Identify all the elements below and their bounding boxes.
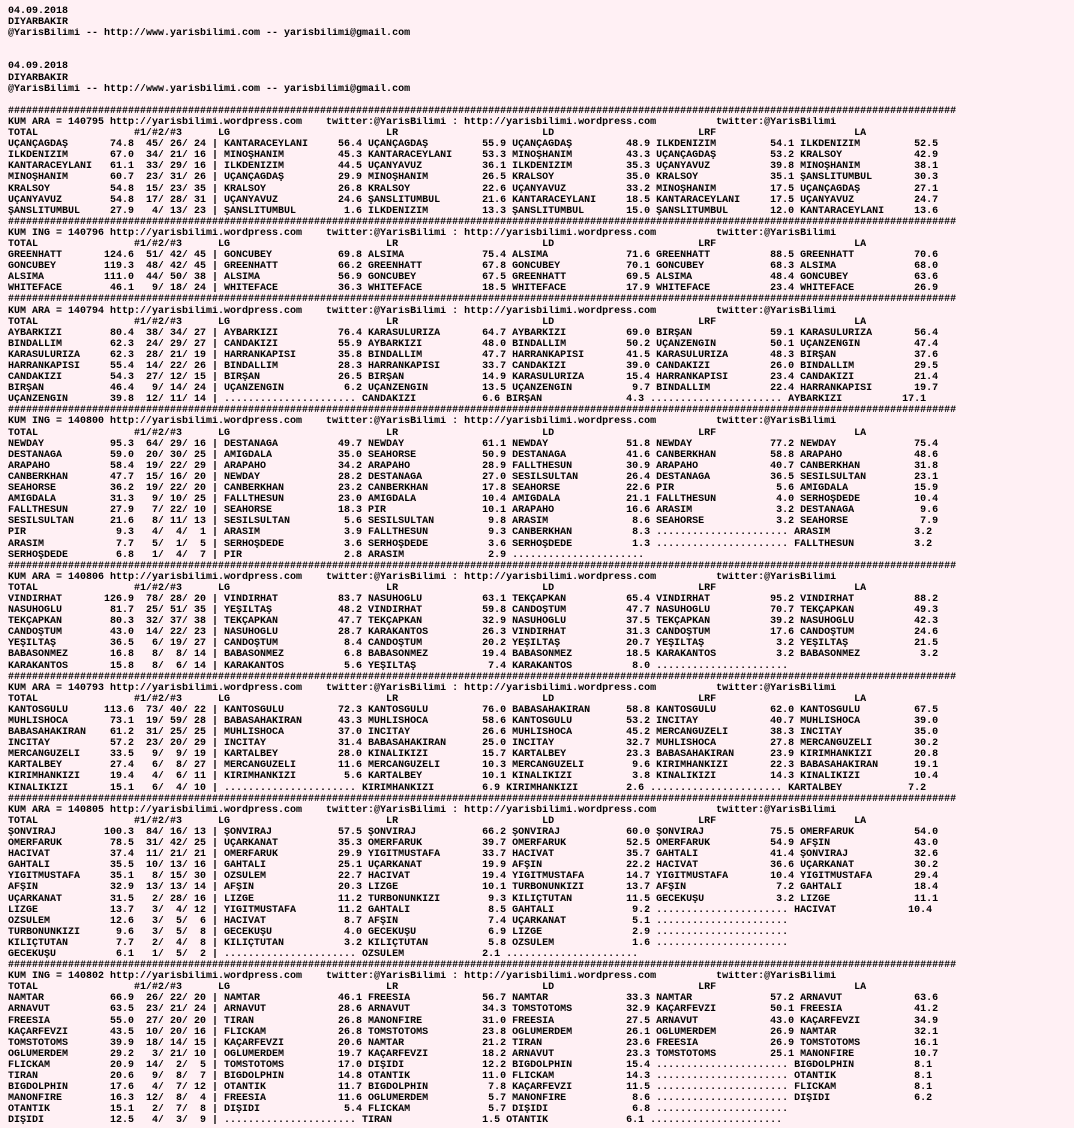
report-line: FREESIA 55.0 27/ 20/ 20 | TİRAN 26.8 MANONFIRE 31.0 FREESIA 27.5 ARNAVUT 43.0 KAÇARFEVZİ 34.9 <box>8 1015 939 1027</box>
report-line: TOTAL #1/#2/#3 LG LR LD LRF LA <box>8 815 867 827</box>
separator-line: ############################################################################################################################################################## <box>8 960 957 972</box>
separator-line: ############################################################################################################################################################## <box>8 560 957 572</box>
report-line: @YarisBilimi -- http://www.yarisbilimi.com -- yarisbilimi@gmail.com <box>8 83 411 95</box>
separator-line: ############################################################################################################################################################## <box>8 671 957 683</box>
report-line: SERHOŞDEDE 6.8 1/ 4/ 7 | PİR 2.8 ARASIM 2.9 ...................... <box>8 549 645 561</box>
report-line: ŞANSLITUMBUL 27.9 4/ 13/ 23 | ŞANSLITUMBUL 1.6 İLKDENİZİM 13.3 ŞANSLITUMBUL 15.0 ŞANSLITUMBUL 12.0 KANTARACEYLANI 13.6 <box>8 205 939 217</box>
report-line: UÇANYAVUZ 54.8 17/ 28/ 31 | UÇANYAVUZ 24.6 ŞANSLITUMBUL 21.6 KANTARACEYLANI 18.5 KANTARACEYLANI 17.5 UÇANYAVUZ 24.7 <box>8 194 939 206</box>
report-line: BABASONMEZ 16.8 8/ 8/ 14 | BABASONMEZ 6.8 BABASONMEZ 19.4 BABASONMEZ 18.5 KARAKANTOS 3.2 BABASONMEZ 3.2 <box>8 649 939 661</box>
report-line: AFŞİN 32.9 13/ 13/ 14 | AFŞİN 20.3 LİZGE 10.1 TURBONUNKIZI 13.7 AFŞİN 7.2 GAHTALI 18.4 <box>8 882 939 894</box>
race-header-line: KUM ING = 140796 http://yarisbilimi.wordpress.com twitter:@YarisBilimi : http://yarisbilimi.wordpress.com twitter:@YarisBilimi <box>8 227 837 239</box>
report-line: BİNDALLIM 62.3 24/ 29/ 27 | CANDAKIZI 55.9 AYBARKIZI 48.0 BİNDALLIM 50.2 UÇANZENGİN 50.1 UÇANZENGİN 47.4 <box>8 338 939 350</box>
report-line: KINALIKIZI 15.1 6/ 4/ 10 | ...................... KIRIMHANKIZI 6.9 KIRIMHANKIZI 2.6 ...................... KARTALBEY 7.2 <box>8 782 927 794</box>
report-line: FALLTHESUN 27.9 7/ 22/ 10 | SEAHORSE 18.3 PİR 10.1 ARAPAHO 16.6 ARASIM 3.2 DESTANAGA 9.6 <box>8 505 939 517</box>
report-line: 04.09.2018 <box>8 61 69 73</box>
report-line: KRALSOY 54.8 15/ 23/ 35 | KRALSOY 26.8 KRALSOY 22.6 UÇANYAVUZ 33.2 MİNOŞHANIM 17.5 UÇANÇAĞDAŞ 27.1 <box>8 183 939 195</box>
report-line: VİNDİRHAT 126.9 78/ 28/ 20 | VİNDİRHAT 83.7 NASUHOĞLU 63.1 TEKÇAPKAN 65.4 VİNDİRHAT 95.2 VİNDİRHAT 88.2 <box>8 593 939 605</box>
report-line: TURBONUNKIZI 9.6 3/ 5/ 8 | GECEKUŞU 4.0 GECEKUŞU 6.9 LİZGE 2.9 ...................... <box>8 926 789 938</box>
race-header-line: KUM ING = 140802 http://yarisbilimi.wordpress.com twitter:@YarisBilimi : http://yarisbilimi.wordpress.com twitter:@YarisBilimi <box>8 971 837 983</box>
report-line: NEWDAY 95.3 64/ 29/ 16 | DESTANAGA 49.7 NEWDAY 61.1 NEWDAY 51.8 NEWDAY 77.2 NEWDAY 75.4 <box>8 438 939 450</box>
report-line: SESILSULTAN 21.6 8/ 11/ 13 | SESILSULTAN 5.6 SESILSULTAN 9.8 ARASIM 8.6 SEAHORSE 3.2 SEAHORSE 7.9 <box>8 516 939 528</box>
report-line: GONCÜBEY 119.3 48/ 42/ 45 | GREENHATT 66.2 GREENHATT 67.8 GONCÜBEY 70.1 GONCÜBEY 68.3 ALSIMA 68.0 <box>8 261 939 273</box>
report-line: TOTAL #1/#2/#3 LG LR LD LRF LA <box>8 427 867 439</box>
report-line: UÇARKANAT 31.5 2/ 28/ 16 | LİZGE 11.2 TURBONUNKIZI 9.3 KILIÇTUTAN 11.5 GECEKUŞU 3.2 LİZGE 11.1 <box>8 893 939 905</box>
report-line: GAHTALI 35.5 10/ 13/ 16 | GAHTALI 25.1 UÇARKANAT 19.9 AFŞİN 22.2 HACİVAT 36.6 UÇARKANAT 30.2 <box>8 860 939 872</box>
report-line: KILIÇTUTAN 7.7 2/ 4/ 8 | KILIÇTUTAN 3.2 KILIÇTUTAN 5.8 ÖZSULEM 1.6 ...................... <box>8 937 789 949</box>
report-text <box>8 6 1070 1126</box>
report-line: HARRANKAPISI 55.4 14/ 22/ 26 | BİNDALLIM 28.3 HARRANKAPISI 33.7 CANDAKIZI 39.0 CANDAKIZI 26.0 BİNDALLIM 29.5 <box>8 361 939 372</box>
report-line: FLICKAM 20.9 14/ 2/ 5 | TOMSTOTOMS 17.0 DİŞİDİ 12.2 BIGDOLPHIN 15.4 ...................... BIGDOLPHIN 8.1 <box>8 1059 933 1071</box>
report-line: HACİVAT 37.4 11/ 21/ 21 | ÖMERFARUK 29.9 YİĞİTMUSTAFA 33.7 HACİVAT 35.7 GAHTALI 41.4 ŞONVİRAJ 32.6 <box>8 849 939 861</box>
report-line: BIGDOLPHIN 17.6 4/ 7/ 12 | OTANTİK 11.7 BIGDOLPHIN 7.8 KAÇARFEVZİ 11.5 ...................... FLICKAM 8.1 <box>8 1082 933 1094</box>
report-line: İLKDENİZİM 67.0 34/ 21/ 16 | MİNOŞHANIM 45.3 KANTARACEYLANI 53.3 MİNOŞHANIM 43.3 UÇANÇAĞDAŞ 53.2 KRALSOY 42.9 <box>8 150 939 162</box>
report-line: SEAHORSE 36.2 19/ 22/ 20 | CANBERKHAN 23.2 CANBERKHAN 17.8 SEAHORSE 22.6 PİR 5.6 AMIGDALA 15.9 <box>8 483 939 495</box>
report-line: CANDOŞTUM 43.0 14/ 22/ 23 | NASUHOĞLU 28.7 KARAKANTOS 26.3 VİNDİRHAT 31.3 CANDOŞTUM 17.6 CANDOŞTUM 24.6 <box>8 627 939 639</box>
report-line: ARAPAHO 58.4 19/ 22/ 29 | ARAPAHO 34.2 ARAPAHO 28.9 FALLTHESUN 30.9 ARAPAHO 40.7 CANBERKHAN 31.8 <box>8 460 939 472</box>
report-line: KANTARACEYLANI 61.1 33/ 29/ 16 | İLKDENİZİM 44.5 UÇANYAVUZ 36.1 İLKDENİZİM 35.3 UÇANYAVUZ 39.8 MİNOŞHANIM 38.1 <box>8 161 939 173</box>
report-line: YEŞİLTAŞ 36.5 6/ 19/ 27 | CANDOŞTUM 8.4 CANDOŞTUM 20.2 YEŞİLTAŞ 20.7 YEŞİLTAŞ 3.2 YEŞİLTAŞ 21.5 <box>8 638 939 650</box>
report-line: KARASULURIZA 62.3 28/ 21/ 19 | HARRANKAPISI 35.8 BİNDALLIM 47.7 HARRANKAPISI 41.5 KARASULURIZA 48.3 BİRŞAN 37.6 <box>8 349 939 361</box>
report-line: KIRIMHANKIZI 19.4 4/ 6/ 11 | KIRIMHANKIZI 5.6 KARTALBEY 10.1 KINALIKIZI 3.8 KINALIKIZI 14.3 KINALIKIZI 10.4 <box>8 771 939 783</box>
report-line: PİR 9.3 4/ 4/ 1 | ARASIM 3.9 FALLTHESUN 9.3 CANBERKHAN 8.3 ...................... ARASIM 3.2 <box>8 527 933 539</box>
report-line <box>8 50 1070 61</box>
report-line: WHITEFACE 46.1 9/ 18/ 24 | WHITEFACE 36.3 WHITEFACE 18.5 WHITEFACE 17.9 WHITEFACE 23.4 WHITEFACE 26.9 <box>8 283 939 295</box>
report-line <box>8 39 1070 50</box>
report-line: MANONFIRE 16.3 12/ 8/ 4 | FREESIA 11.6 OĞLUMERDEM 5.7 MANONFIRE 8.6 ...................... DİŞİDİ 6.2 <box>8 1093 933 1105</box>
report-line: ÖMERFARUK 78.5 31/ 42/ 25 | UÇARKANAT 35.3 ÖMERFARUK 39.7 ÖMERFARUK 52.5 ÖMERFARUK 54.9 AFŞİN 43.0 <box>8 838 939 850</box>
report-line: BİRŞAN 46.4 9/ 14/ 24 | UÇANZENGİN 6.2 UÇANZENGİN 13.5 UÇANZENGİN 9.7 BİNDALLIM 22.4 HARRANKAPISI 19.7 <box>8 383 939 395</box>
report-line: TOTAL #1/#2/#3 LG LR LD LRF LA <box>8 316 867 328</box>
report-line: TOTAL #1/#2/#3 LG LR LD LRF LA <box>8 238 867 250</box>
race-header-line: KUM ING = 140800 http://yarisbilimi.wordpress.com twitter:@YarisBilimi : http://yarisbilimi.wordpress.com twitter:@YarisBilimi <box>8 416 837 428</box>
report-line: TOTAL #1/#2/#3 LG LR LD LRF LA <box>8 582 867 594</box>
report-line: UÇANZENGİN 39.8 12/ 11/ 14 | ...................... CANDAKIZI 6.6 BİRŞAN 4.3 ...................... AYBARKIZI 17.1 <box>8 394 927 406</box>
report-line: AYBARKIZI 80.4 38/ 34/ 27 | AYBARKIZI 76.4 KARASULURIZA 64.7 AYBARKIZI 69.0 BİRŞAN 59.1 KARASULURIZA 56.4 <box>8 327 939 339</box>
separator-line: ############################################################################################################################################################## <box>8 405 957 417</box>
report-line: TOTAL #1/#2/#3 LG LR LD LRF LA <box>8 693 867 705</box>
report-line: GECEKUŞU 6.1 1/ 5/ 2 | ...................... ÖZSULEM 2.1 ...................... <box>8 948 639 960</box>
report-line: ARASIM 7.7 5/ 1/ 5 | SERHOŞDEDE 3.6 SERHOŞDEDE 3.6 SERHOŞDEDE 1.3 ...................... FALLTHESUN 3.2 <box>8 538 933 550</box>
separator-line: ############################################################################################################################################################## <box>8 793 957 805</box>
separator-line: ############################################################################################################################################################## <box>8 216 957 228</box>
report-line: YİĞİTMUSTAFA 35.1 8/ 15/ 30 | ÖZSULEM 22.7 HACİVAT 19.4 YİĞİTMUSTAFA 14.7 YİĞİTMUSTAFA 10.4 YİĞİTMUSTAFA 29.4 <box>8 871 939 883</box>
race-header-line: KUM ARA = 140793 http://yarisbilimi.wordpress.com twitter:@YarisBilimi : http://yarisbilimi.wordpress.com twitter:@YarisBilimi <box>8 682 837 694</box>
report-line: KARTALBEY 27.4 6/ 8/ 27 | MERCANGÜZELİ 11.6 MERCANGÜZELİ 10.3 MERCANGÜZELİ 9.6 KIRIMHANKIZI 22.3 BABASAHAKIRAN 19.1 <box>8 760 939 772</box>
report-line: İNCİTAY 57.2 23/ 20/ 29 | İNCİTAY 31.4 BABASAHAKIRAN 25.0 İNCİTAY 32.7 MUHLİSHOCA 27.8 MERCANGÜZELİ 30.2 <box>8 738 939 750</box>
report-line: MİNOŞHANIM 60.7 23/ 31/ 26 | UÇANÇAĞDAŞ 29.9 MİNOŞHANIM 26.5 KRALSOY 35.0 KRALSOY 35.1 ŞANSLITUMBUL 30.3 <box>8 172 939 184</box>
report-line <box>8 95 1070 106</box>
race-header-line: KUM ARA = 140794 http://yarisbilimi.wordpress.com twitter:@YarisBilimi : http://yarisbilimi.wordpress.com twitter:@YarisBilimi <box>8 305 837 317</box>
report-line: NAMTAR 66.9 26/ 22/ 20 | NAMTAR 46.1 FREESIA 56.7 NAMTAR 33.3 NAMTAR 57.2 ARNAVUT 63.6 <box>8 993 939 1005</box>
separator-line: ############################################################################################################################################################## <box>8 294 957 306</box>
report-line: DIYARBAKIR <box>8 17 69 29</box>
report-line: OTANTİK 15.1 2/ 7/ 8 | DİŞİDİ 5.4 FLICKAM 5.7 DİŞİDİ 6.8 ...................... <box>8 1104 789 1116</box>
report-line: LİZGE 13.7 3/ 4/ 12 | YİĞİTMUSTAFA 11.2 GAHTALI 8.5 GAHTALI 9.2 ...................... HACİVAT 10.4 <box>8 904 933 916</box>
report-line: ÖZSULEM 12.6 3/ 5/ 6 | HACİVAT 8.7 AFŞİN 7.4 UÇARKANAT 5.1 ...................... <box>8 915 789 927</box>
report-line: KANTOSGÜLÜ 113.6 73/ 40/ 22 | KANTOSGÜLÜ 72.3 KANTOSGÜLÜ 76.0 BABASAHAKIRAN 58.8 KANTOSGÜLÜ 62.0 KANTOSGÜLÜ 67.5 <box>8 704 939 716</box>
report-line: KARAKANTOS 15.8 8/ 6/ 14 | KARAKANTOS 5.6 YEŞİLTAŞ 7.4 KARAKANTOS 8.0 ...................... <box>8 660 789 672</box>
report-line: MERCANGÜZELİ 33.5 9/ 9/ 19 | KARTALBEY 28.0 KINALIKIZI 15.7 KARTALBEY 23.3 BABASAHAKIRAN 23.9 KIRIMHANKIZI 20.8 <box>8 749 939 761</box>
report-line: @YarisBilimi -- http://www.yarisbilimi.com -- yarisbilimi@gmail.com <box>8 28 411 40</box>
report-line: OĞLUMERDEM 29.2 3/ 21/ 10 | OĞLUMERDEM 19.7 KAÇARFEVZİ 18.2 ARNAVUT 23.3 TOMSTOTOMS 25.1 MANONFIRE 10.7 <box>8 1048 939 1060</box>
report-line: MUHLİSHOCA 73.1 19/ 59/ 28 | BABASAHAKIRAN 43.3 MUHLİSHOCA 58.6 KANTOSGÜLÜ 53.2 İNCİTAY 40.7 MUHLİSHOCA 39.0 <box>8 716 939 727</box>
report-line: DİŞİDİ 12.5 4/ 3/ 9 | ...................... TİRAN 1.5 OTANTİK 6.1 ...................... <box>8 1115 783 1127</box>
report-line: TEKÇAPKAN 80.3 32/ 37/ 38 | TEKÇAPKAN 47.7 TEKÇAPKAN 32.9 NASUHOĞLU 37.5 TEKÇAPKAN 39.2 NASUHOĞLU 42.3 <box>8 616 939 628</box>
report-line: DESTANAGA 59.0 20/ 30/ 25 | AMIGDALA 35.0 SEAHORSE 50.9 DESTANAGA 41.6 CANBERKHAN 58.8 ARAPAHO 48.6 <box>8 449 939 461</box>
report-line: NASUHOĞLU 81.7 25/ 51/ 35 | YEŞİLTAŞ 48.2 VİNDİRHAT 59.8 CANDOŞTUM 47.7 NASUHOĞLU 70.7 TEKÇAPKAN 49.3 <box>8 605 939 617</box>
report-line: ALSIMA 111.0 44/ 50/ 38 | ALSIMA 56.9 GONCÜBEY 67.5 GREENHATT 69.5 ALSIMA 48.4 GONCÜBEY 63.6 <box>8 272 939 284</box>
report-line: TOTAL #1/#2/#3 LG LR LD LRF LA <box>8 128 867 140</box>
report-line: ŞONVİRAJ 100.3 84/ 16/ 13 | ŞONVİRAJ 57.5 ŞONVİRAJ 66.2 ŞONVİRAJ 60.0 ŞONVİRAJ 75.5 ÖMERFARUK 54.0 <box>8 826 939 838</box>
report-line: ARNAVUT 63.5 23/ 21/ 24 | ARNAVUT 28.6 ARNAVUT 34.3 TOMSTOTOMS 32.9 KAÇARFEVZİ 50.1 FREESIA 41.2 <box>8 1004 939 1016</box>
race-header-line: KUM ARA = 140806 http://yarisbilimi.wordpress.com twitter:@YarisBilimi : http://yarisbilimi.wordpress.com twitter:@YarisBilimi <box>8 571 837 583</box>
report-line: GREENHATT 124.6 51/ 42/ 45 | GONCÜBEY 69.8 ALSIMA 75.4 ALSIMA 71.6 GREENHATT 88.5 GREENHATT 70.6 <box>8 250 939 262</box>
report-line: UÇANÇAĞDAŞ 74.8 45/ 26/ 24 | KANTARACEYLANI 56.4 UÇANÇAĞDAŞ 55.9 UÇANÇAĞDAŞ 48.9 İLKDENİZİM 54.1 İLKDENİZİM 52.5 <box>8 139 939 151</box>
report-line: CANBERKHAN 47.7 15/ 16/ 20 | NEWDAY 28.2 DESTANAGA 27.0 SESILSULTAN 26.4 DESTANAGA 36.5 SESILSULTAN 23.1 <box>8 471 939 483</box>
race-header-line: KUM ARA = 140795 http://yarisbilimi.wordpress.com twitter:@YarisBilimi : http://yarisbilimi.wordpress.com twitter:@YarisBilimi <box>8 116 837 128</box>
separator-line: ############################################################################################################################################################## <box>8 105 957 117</box>
report-line: BABASAHAKIRAN 61.2 31/ 25/ 25 | MUHLİSHOCA 37.0 İNCİTAY 26.6 MUHLİSHOCA 45.2 MERCANGÜZELİ 38.3 İNCİTAY 35.0 <box>8 727 939 739</box>
report-line: 04.09.2018 <box>8 6 69 17</box>
report-line: TİRAN 20.6 9/ 8/ 7 | BIGDOLPHIN 14.8 OTANTİK 11.0 FLICKAM 14.3 ...................... OTANTİK 8.1 <box>8 1071 933 1082</box>
report-line: CANDAKIZI 54.3 27/ 12/ 15 | BİRŞAN 26.5 BİRŞAN 14.9 KARASULURIZA 15.4 HARRANKAPISI 23.4 CANDAKIZI 21.4 <box>8 372 939 384</box>
report-line: TOTAL #1/#2/#3 LG LR LD LRF LA <box>8 982 867 994</box>
report-line: KAÇARFEVZİ 43.5 10/ 20/ 16 | FLICKAM 26.8 TOMSTOTOMS 23.8 OĞLUMERDEM 26.1 OĞLUMERDEM 26.9 NAMTAR 32.1 <box>8 1026 939 1038</box>
report-line: AMIGDALA 31.3 9/ 10/ 25 | FALLTHESUN 23.0 AMIGDALA 10.4 AMIGDALA 21.1 FALLTHESUN 4.0 SERHOŞDEDE 10.4 <box>8 494 939 506</box>
race-header-line: KUM ARA = 140805 http://yarisbilimi.wordpress.com twitter:@YarisBilimi : http://yarisbilimi.wordpress.com twitter:@YarisBilimi <box>8 804 837 816</box>
report-line: TOMSTOTOMS 39.9 18/ 14/ 15 | KAÇARFEVZİ 20.6 NAMTAR 21.2 TİRAN 23.6 FREESIA 26.9 TOMSTOTOMS 16.1 <box>8 1037 939 1049</box>
report-line: DIYARBAKIR <box>8 72 69 84</box>
